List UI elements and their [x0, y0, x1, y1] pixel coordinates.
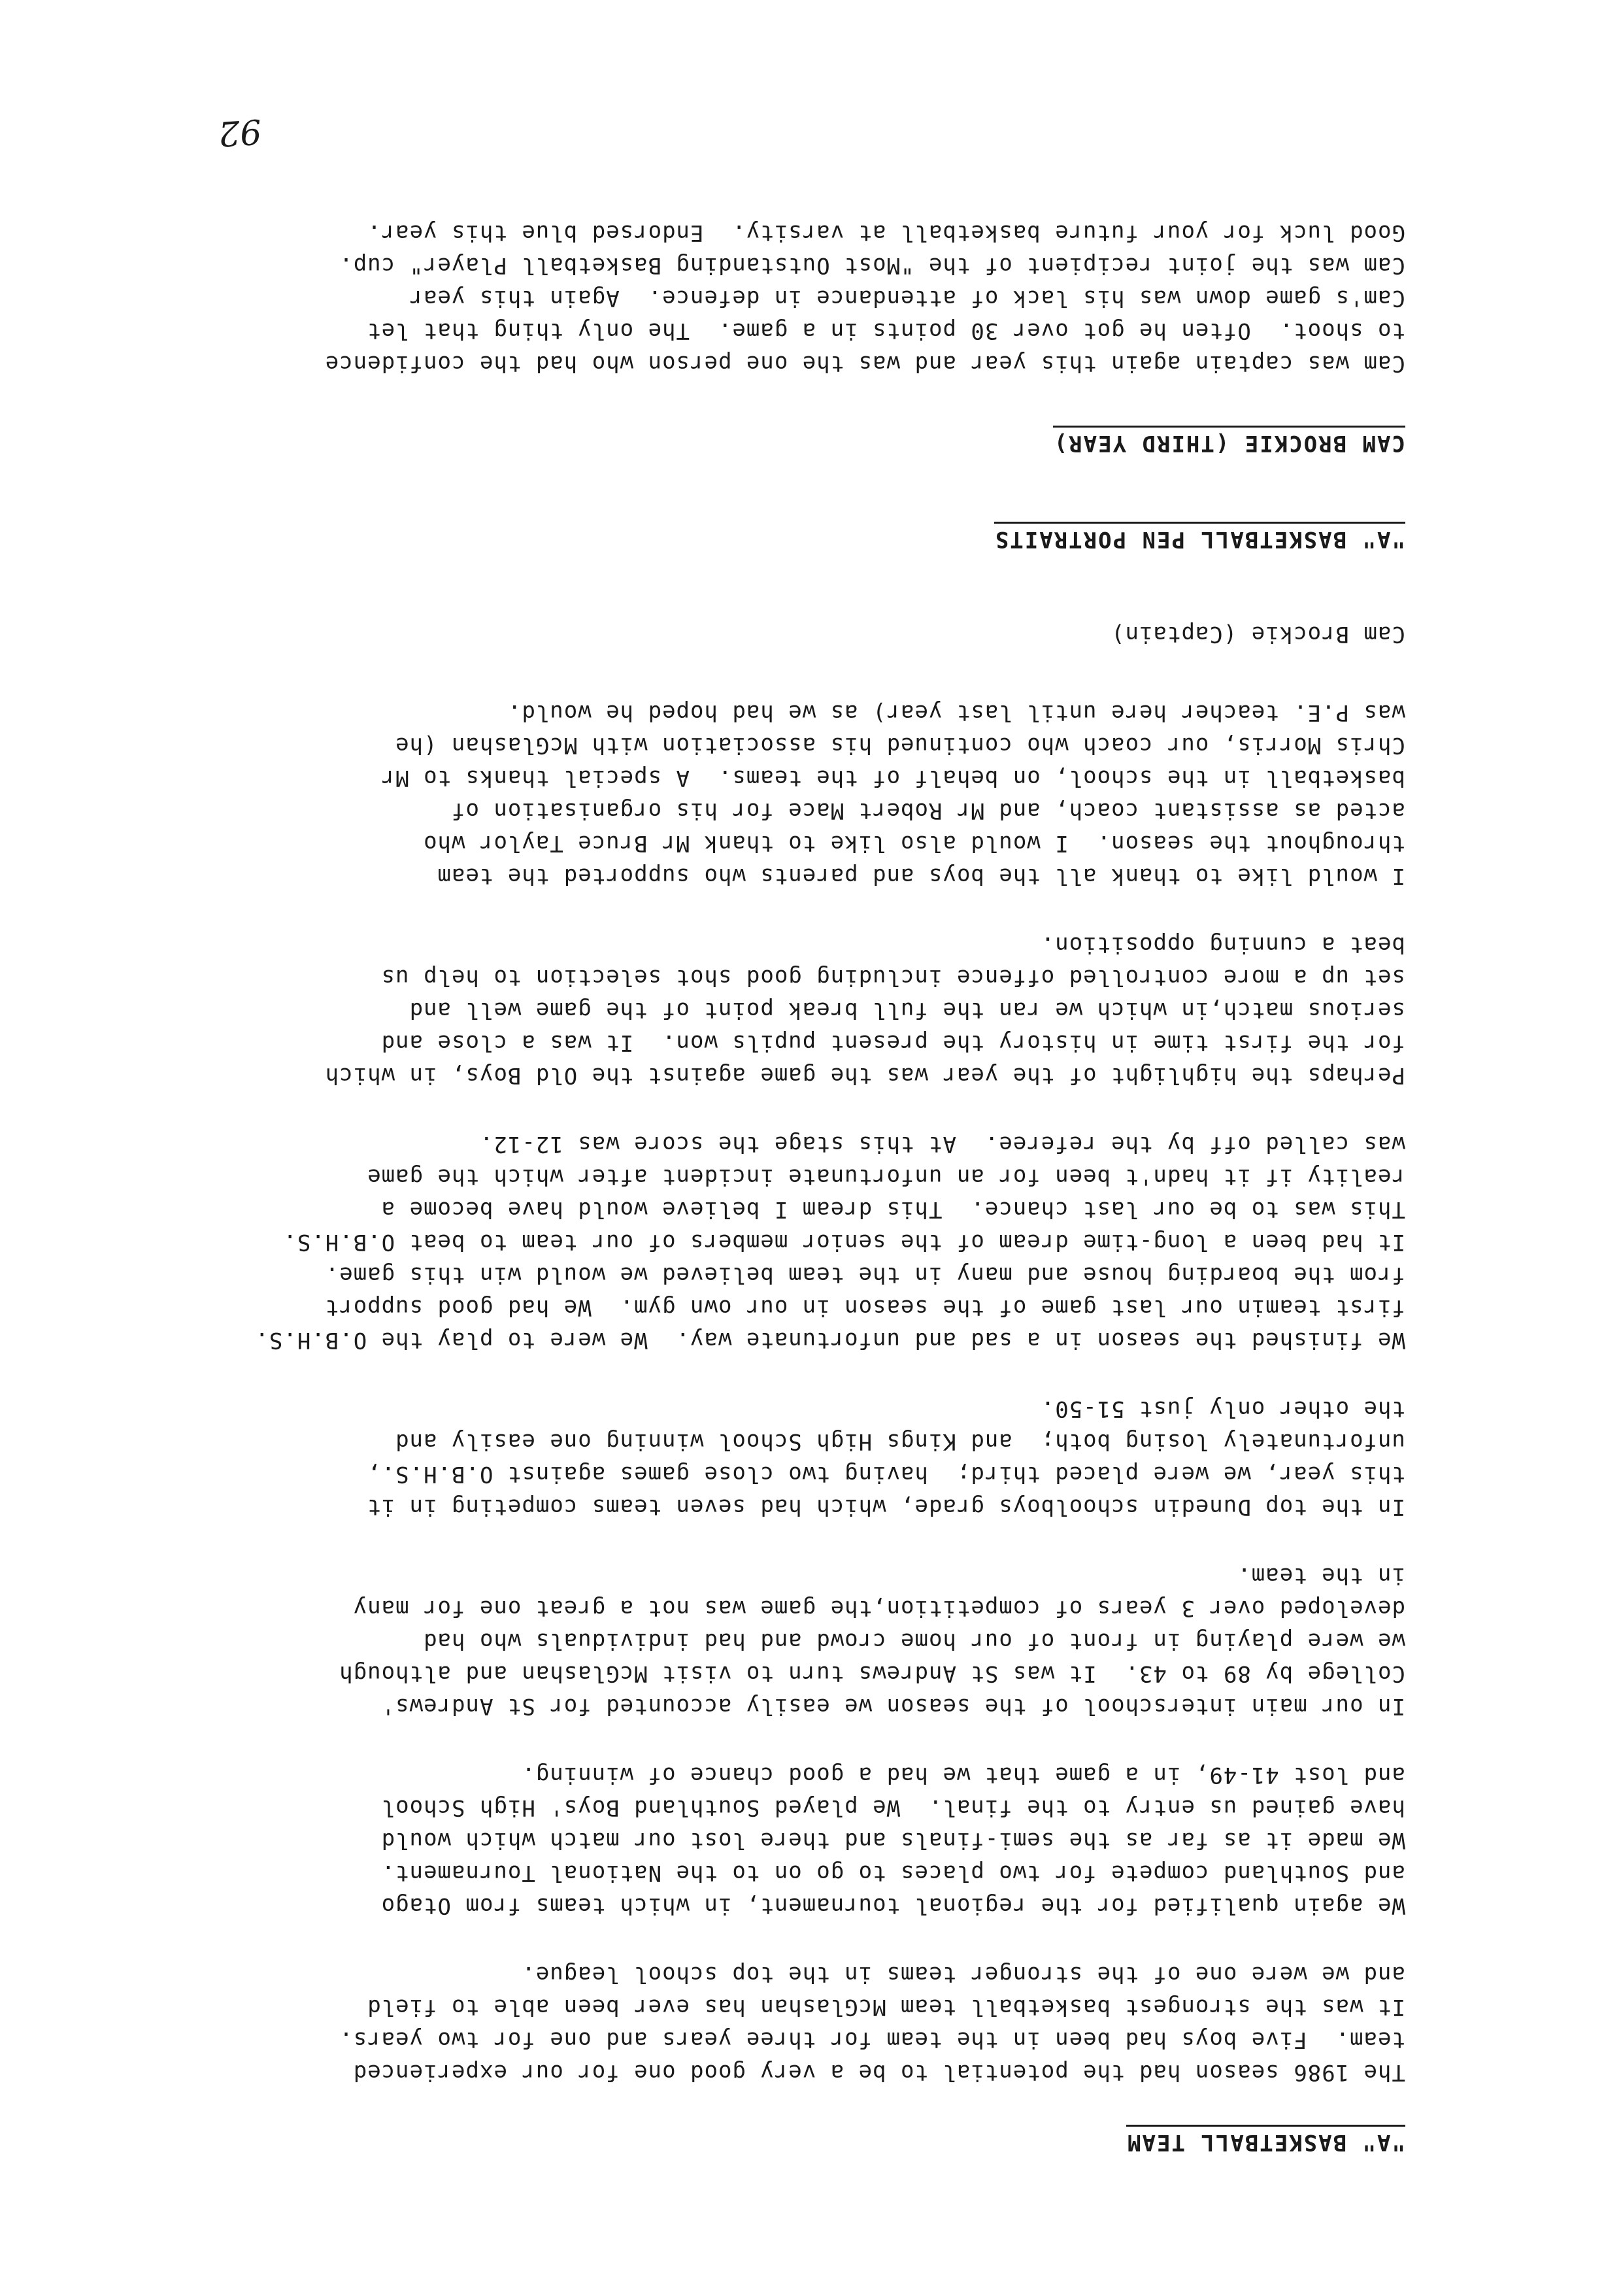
team-paragraph-4: In the top Dunedin schoolboys grade, which had seven teams competing in it this year, we were placed third; having two close games against O.B.H.S., unfortunately losing both; and Kings High School winning one easily and the other only just 51-50.	[367, 1396, 1405, 1520]
team-paragraph-5: We finished the season in a sad and unfortunate way. We were to play the O.B.H.S. first teamin our last game of the season in our own gym. We had good support from the boarding house and many in the team believed we would win this game. It had been a long-time dream of the senior members of our team to beat O.B.H.S. This was to be our last chance. This dream I believe would have become a reality if it hadn't been for an unfortunate incident after which the game was called off by the referee. At this stage the score was 12-12.	[254, 1131, 1405, 1353]
team-paragraph-6: Perhaps the highlight of the year was the game against the Old Boys, in which for the first time in history the present pupils won. It was a close and serious match,in which we ran the full break point of the game well and set up a more controlled offence including good shot selection to help us beat a cunning opposition.	[324, 932, 1405, 1089]
pen-portraits-heading: "A" BASKETBALL PEN PORTRAITS	[994, 522, 1405, 552]
team-paragraph-7: I would like to thank all the boys and parents who supported the team throughout the season. I would also like to thank Mr Bruce Taylor who acted as assistant coach, and Mr Robert Mace for his organisation of basketball in the school, on behalf of the teams. A special thanks to Mr Chris Morris, our coach who continued his association with McGlashan (he was P.E. teacher here until last year) as we had hoped he would.	[380, 700, 1405, 889]
captain-signature: Cam Brockie (Captain)	[1111, 621, 1405, 647]
team-paragraph-1: The 1986 season had the potential to be a very good one for our experienced team. Five boys had been in the team for three years and one for two years. It was the strongest basketball team McGlashan has ever been able to field and we were one of the stronger teams in the top school league.	[339, 1961, 1405, 2085]
page-number: 92	[216, 110, 263, 154]
team-paragraph-2: We again qualified for the regional tournament, in which teams from Otago and Southland compete for two places to go on to the National Tournament. We made it as far as the semi-finals and there lost our match which would have gained us entry to the final. We played Southland Boys' High School and lost 41-49, in a game that we had a good chance of winning.	[380, 1762, 1405, 1919]
player-heading: CAM BROCKIE (THIRD YEAR)	[1053, 426, 1405, 456]
player-paragraph: Cam was captain again this year and was the one person who had the confidence to shoot. Often he got over 30 points in a game. The only thing that let Cam's game down was his lack of attendance in defence. Again this year Cam was the joint recipient of the "Most Outstanding Basketball Player" cup. Good luck for your future basketball at varsity. Endorsed blue this year.	[324, 220, 1405, 377]
team-heading: "A" BASKETBALL TEAM	[1126, 2125, 1405, 2155]
team-paragraph-3: In our main interschool of the season we easily accounted for St Andrews' College by 89 to 43. It was St Andrews turn to visit McGlashan and although we were playing in front of our home crowd and had individuals who had developed over 3 years of competition,the game was not a great one for many in the team.	[339, 1562, 1405, 1719]
page-content	[124, 216, 1405, 2155]
